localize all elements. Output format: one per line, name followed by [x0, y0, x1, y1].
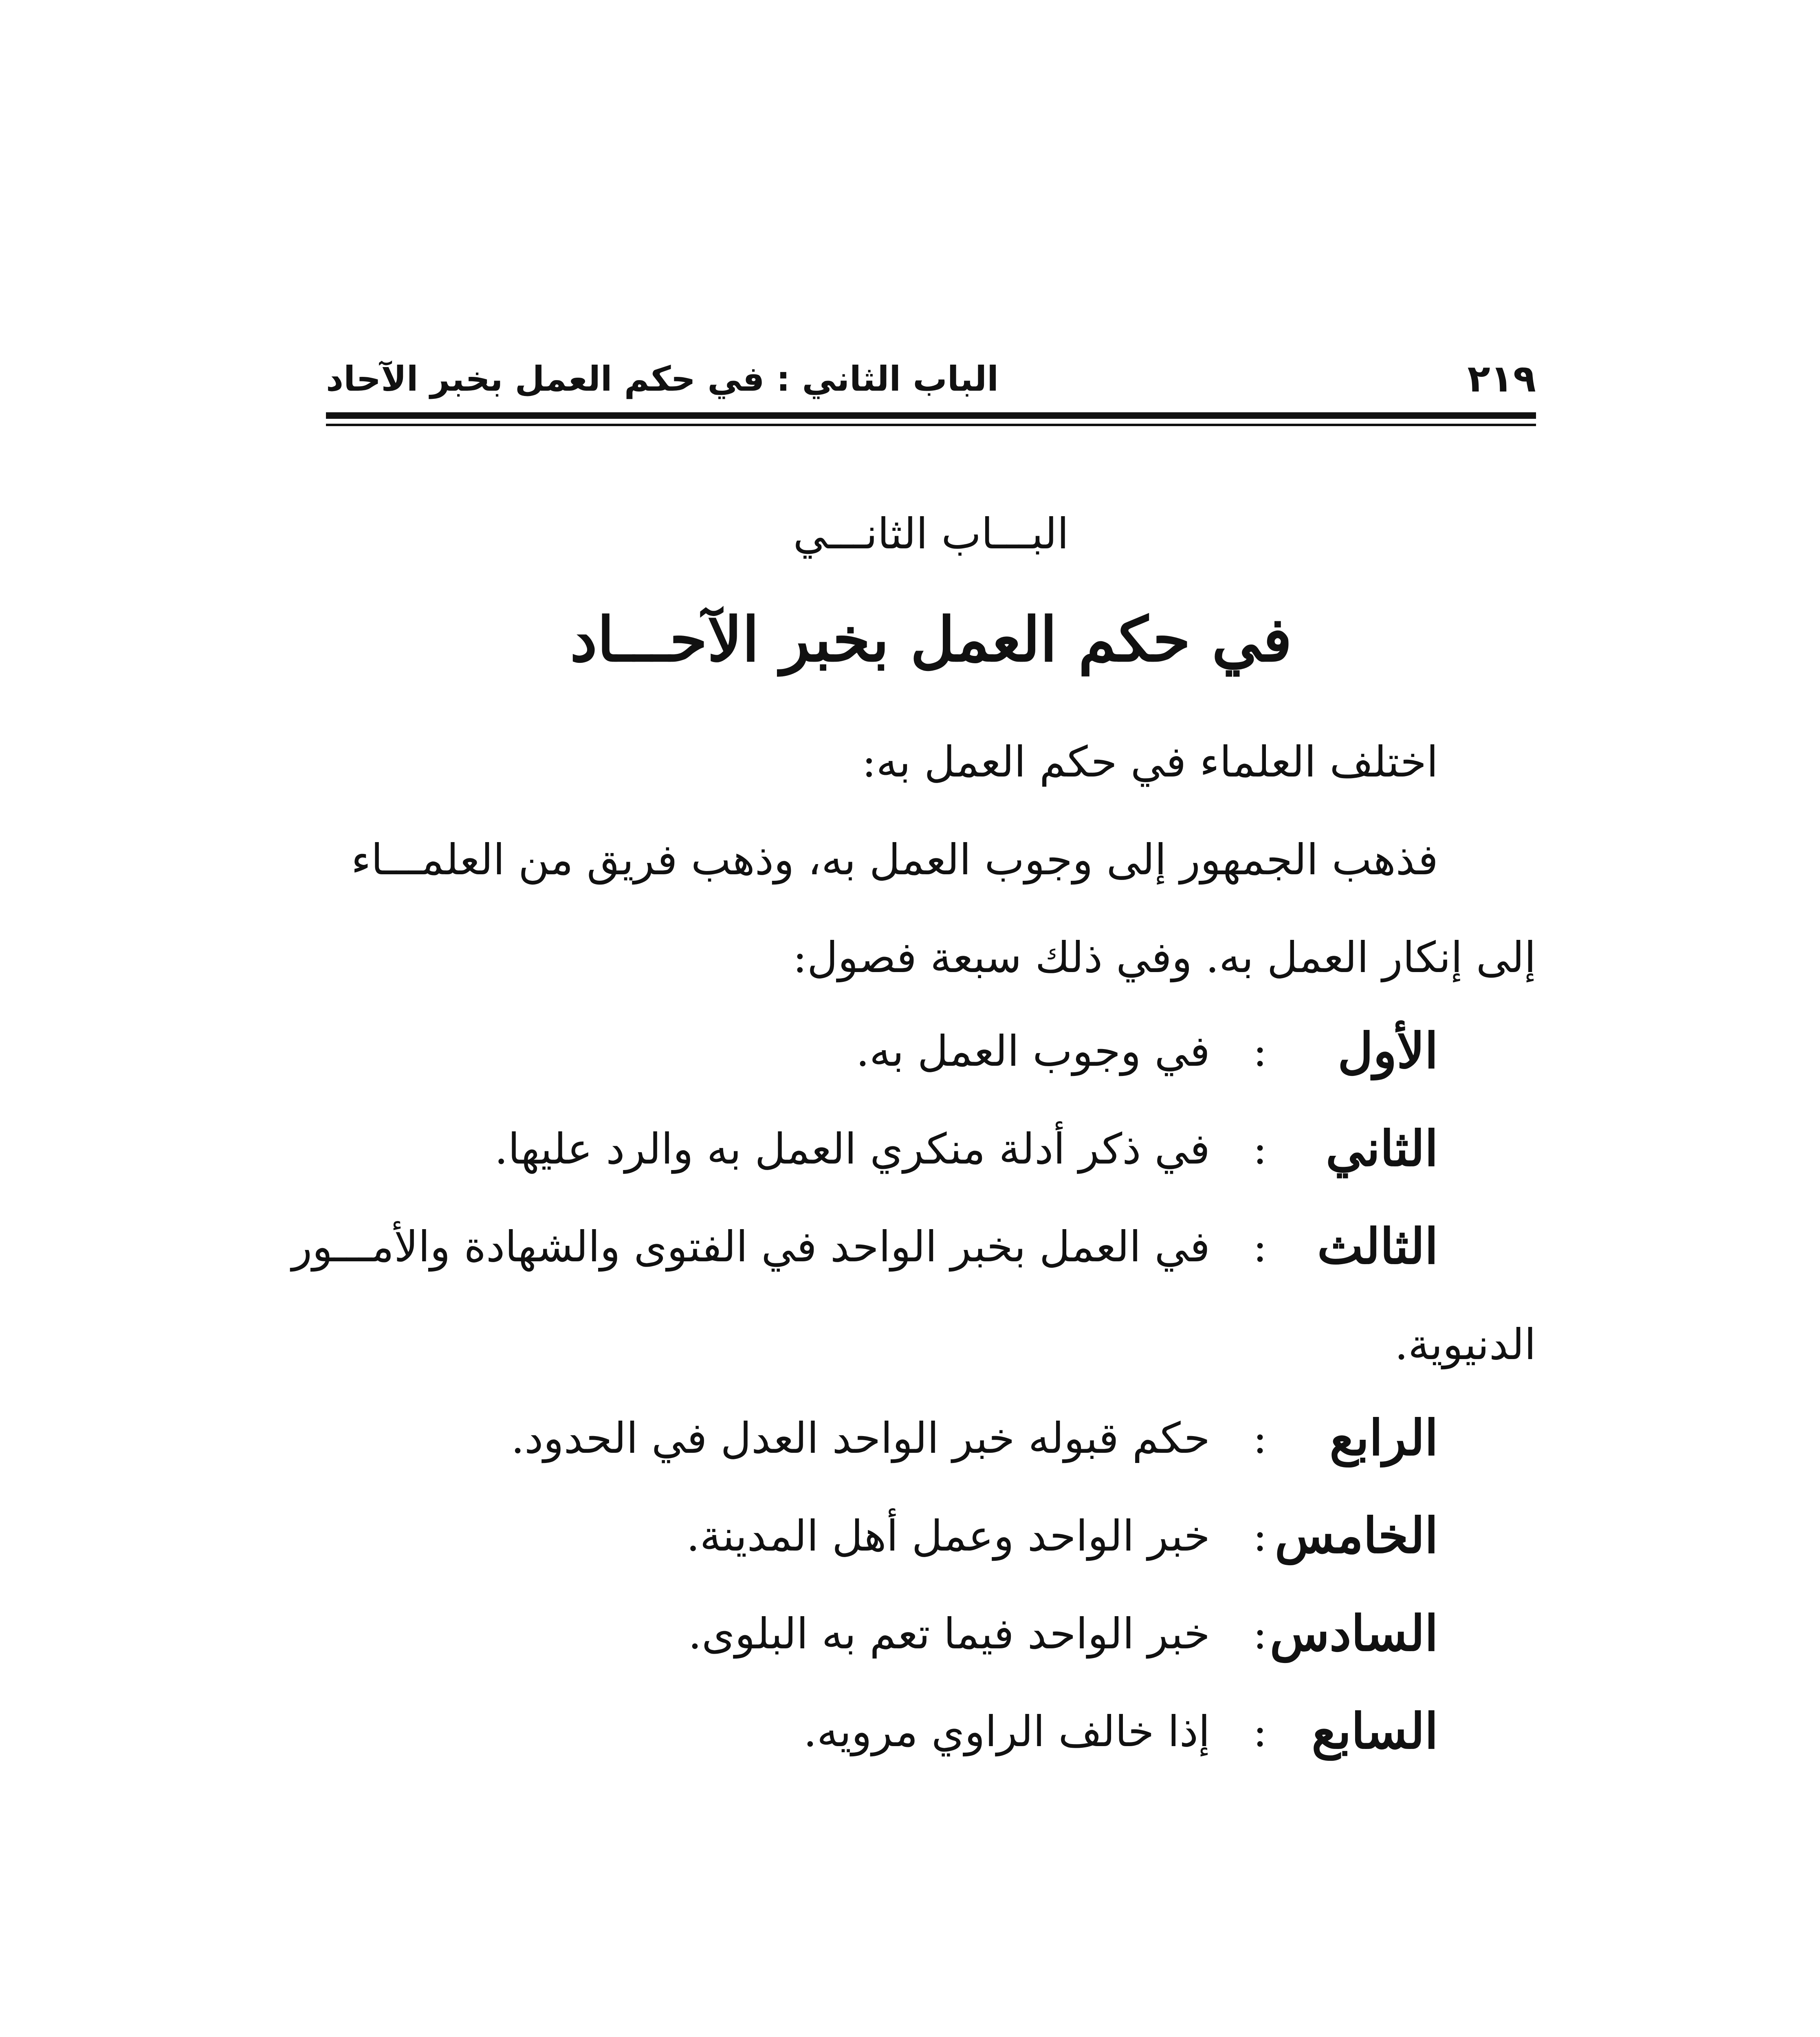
header-rule-thin — [326, 424, 1536, 426]
section-label: الثاني — [1325, 1120, 1438, 1177]
section-label: الرابع — [1329, 1409, 1438, 1467]
section-colon: : — [1252, 1707, 1267, 1756]
section-item — [326, 1010, 1438, 1092]
section-continuation: الدنيوية. — [1395, 1320, 1536, 1369]
running-header — [326, 350, 1536, 420]
section-label: السابع — [1312, 1703, 1438, 1760]
header-rule — [326, 412, 1536, 419]
section-label: الثالث — [1317, 1218, 1438, 1275]
section-item — [326, 1108, 1438, 1190]
paragraph-line: فذهب الجمهور إلى وجوب العمل به، وذهب فريق من العلمـــاء — [351, 835, 1438, 884]
chapter-title: في حكم العمل بخبر الآحـــاد — [570, 604, 1292, 675]
section-text: إذا خالف الراوي مرويه. — [803, 1707, 1210, 1756]
section-text: في ذكر أدلة منكري العمل به والرد عليها. — [494, 1124, 1210, 1174]
section-text: خبر الواحد فيما تعم به البلوى. — [688, 1609, 1210, 1659]
intro-paragraph: اختلف العلماء في حكم العمل به: — [862, 737, 1438, 787]
section-text: في العمل بخبر الواحد في الفتوى والشهادة والأمـــور — [292, 1222, 1210, 1271]
chapter-label: البـــاب الثانـــي — [793, 509, 1069, 559]
section-item — [326, 1593, 1438, 1674]
section-item — [292, 1206, 1438, 1287]
section-text: في وجوب العمل به. — [856, 1026, 1210, 1076]
section-colon: : — [1252, 1413, 1267, 1463]
section-colon: : — [1252, 1222, 1267, 1271]
section-item — [326, 1397, 1438, 1479]
section-colon: : — [1252, 1124, 1267, 1174]
section-colon: : — [1252, 1511, 1267, 1561]
section-text: خبر الواحد وعمل أهل المدينة. — [686, 1511, 1210, 1561]
running-header-title: الباب الثاني : في حكم العمل بخبر الآحاد — [326, 359, 999, 399]
section-colon: : — [1252, 1026, 1267, 1076]
section-label: الأول — [1338, 1022, 1438, 1080]
paragraph-line: إلى إنكار العمل به. وفي ذلك سبعة فصول: — [792, 933, 1536, 982]
section-item — [326, 1691, 1438, 1772]
page-number: ٢١٩ — [1467, 357, 1536, 400]
section-label: السادس — [1270, 1605, 1438, 1662]
section-colon: : — [1252, 1609, 1267, 1659]
section-label: الخامس — [1274, 1507, 1438, 1564]
section-text: حكم قبوله خبر الواحد العدل في الحدود. — [511, 1413, 1210, 1463]
section-item — [326, 1495, 1438, 1577]
